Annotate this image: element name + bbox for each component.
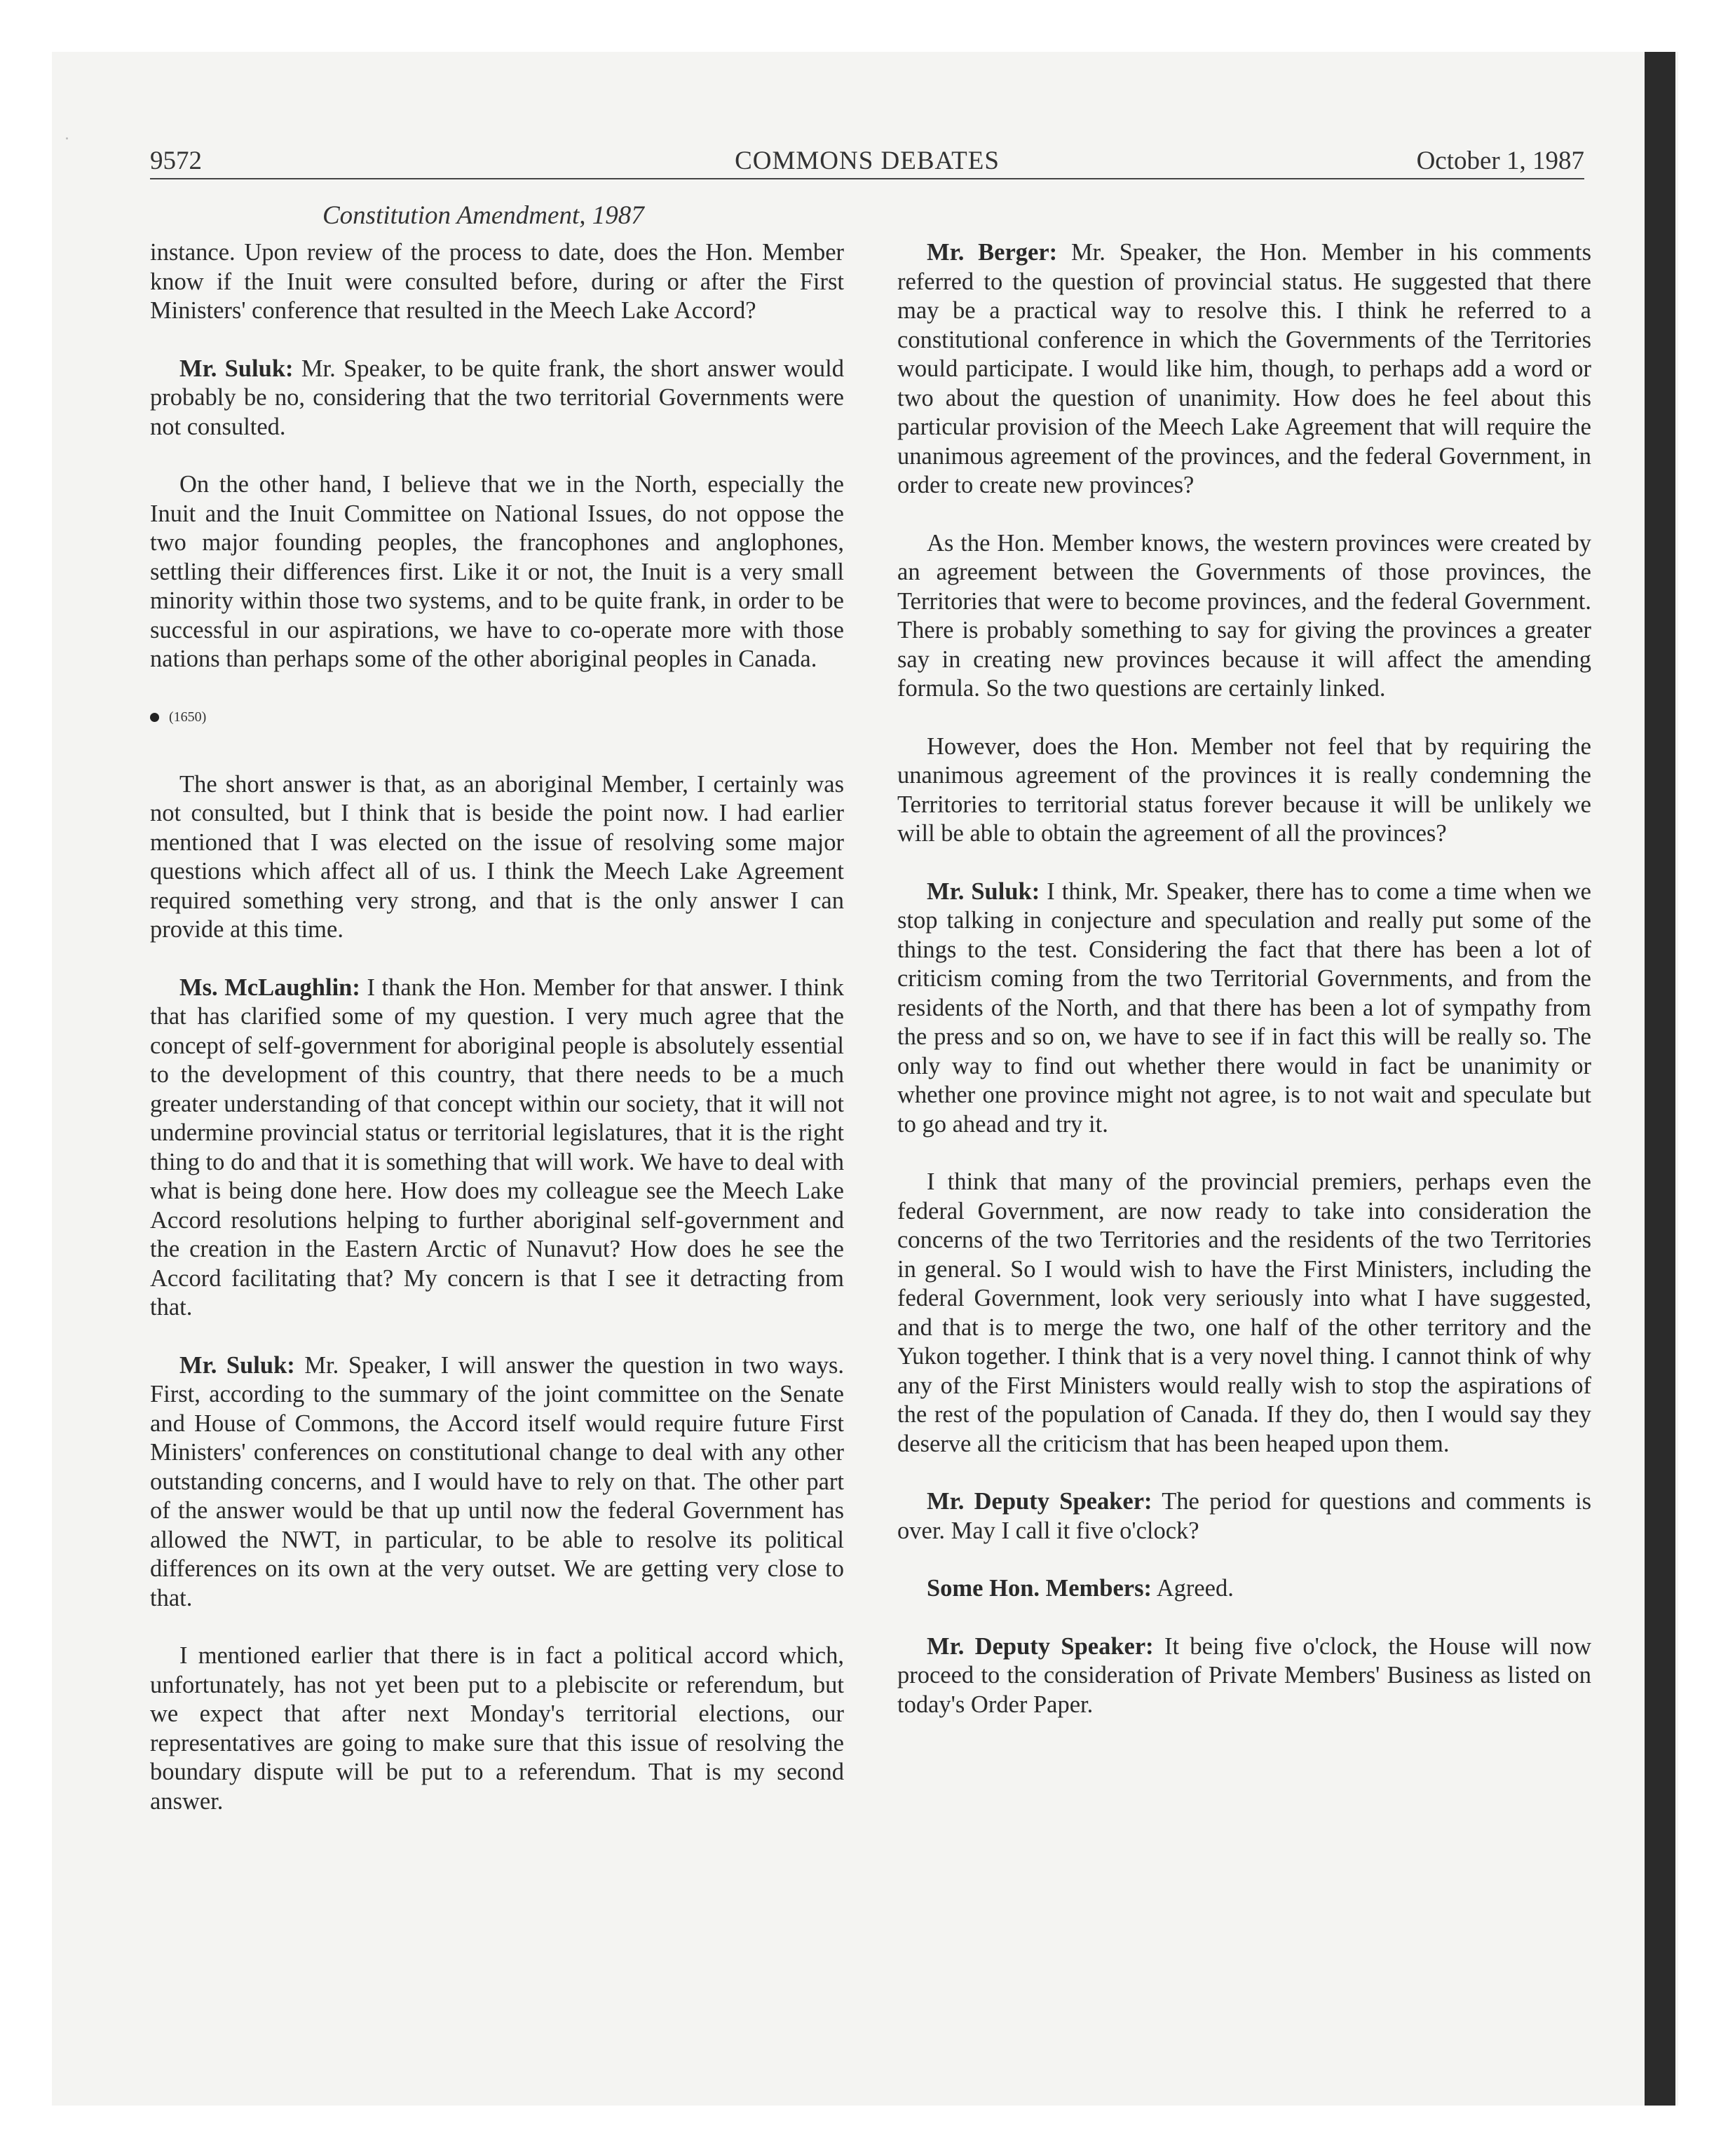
speaker-name: Mr. Deputy Speaker: bbox=[927, 1488, 1152, 1515]
paragraph bbox=[897, 1168, 1591, 1459]
header-rule bbox=[150, 178, 1584, 179]
paragraph bbox=[150, 238, 844, 326]
speaker-name: Mr. Suluk: bbox=[179, 355, 294, 382]
time-marker bbox=[150, 703, 844, 731]
paragraph bbox=[150, 355, 844, 442]
paragraph-text: I think, Mr. Speaker, there has to come a time when we stop talking in conjecture and speculation and really put some of the things to the test. Considering the fact that there has been a lot of criticism coming from the two Territorial Governments, and from the residents of the North, and that there has been a lot of sympathy from the press and so on, we have to see if in fact this will be really so. The only way to find out whether there would in fact be unanimity or whether one province might not agree, is to not wait and speculate but to go ahead and try it. bbox=[897, 878, 1591, 1138]
speaker-name: Mr. Berger: bbox=[927, 239, 1058, 266]
scan-speck bbox=[66, 137, 68, 139]
paragraph bbox=[897, 529, 1591, 704]
paragraph-text: Mr. Speaker, the Hon. Member in his comments referred to the question of provincial status. He suggested that there may be a practical way to resolve this. I think he referred to a constitutional conference in which the Governments of the Territories would participate. I would like him, though, to perhaps add a word or two about the question of unanimity. How does he feel about this particular provision of the Meech Lake Agreement that will require the unanimous agreement of the provinces, and the federal Government, in order to create new provinces? bbox=[897, 239, 1591, 498]
speaker-name: Mr. Suluk: bbox=[927, 878, 1040, 905]
scan-border bbox=[1645, 52, 1675, 2106]
left-column bbox=[150, 238, 844, 1845]
paragraph-text: instance. Upon review of the process to date, does the Hon. Member know if the Inuit were consulted before, during or after the First Ministers' conference that resulted in the Meech Lake Accord? bbox=[150, 239, 844, 324]
paragraph-text: I mentioned earlier that there is in fact a political accord which, unfortunately, has not yet been put to a plebiscite or referendum, but we expect that after next Monday's territorial elections, our representatives are going to make sure that this issue of resolving the boundary dispute will be put to a referendum. That is my second answer. bbox=[150, 1642, 844, 1815]
publication-date: October 1, 1987 bbox=[1416, 146, 1584, 175]
paragraph bbox=[150, 974, 844, 1323]
paragraph bbox=[150, 1351, 844, 1613]
paragraph bbox=[897, 1487, 1591, 1546]
right-column bbox=[897, 238, 1591, 1748]
paragraph-text: Agreed. bbox=[1156, 1575, 1234, 1602]
paragraph-text: However, does the Hon. Member not feel that by requiring the unanimous agreement of the provinces it is really condemning the Territories to territorial status forever because it will be unlikely we will be able to obtain the agreement of all the provinces? bbox=[897, 732, 1591, 847]
page-number: 9572 bbox=[150, 146, 202, 175]
paragraph-text: On the other hand, I believe that we in the North, especially the Inuit and the Inuit Committee on National Issues, do not oppose the two major founding peoples, the francophones and anglophones, settling their differences first. Like it or not, the Inuit is a very small minority within those two systems, and to be quite frank, in order to be successful in our aspirations, we have to co-operate more with those nations than perhaps some of the other aboriginal peoples in Canada. bbox=[150, 471, 844, 672]
speaker-name: Some Hon. Members: bbox=[927, 1575, 1152, 1602]
paragraph-text: I thank the Hon. Member for that answer. I think that has clarified some of my question. I very much agree that the concept of self-government for aboriginal people is absolutely essential to the development of this country, that there needs to be a much greater understanding of that concept within our society, that it will not undermine provincial status or territorial legislatures, that it is the right thing to do and that it is something that will work. We have to deal with what is being done here. How does my colleague see the Meech Lake Accord resolutions helping to further aboriginal self-government and the creation in the Eastern Arctic of Nunavut? How does he see the Accord facilitating that? My concern is that I see it detracting from that. bbox=[150, 974, 845, 1321]
paragraph-text: The period for questions and comments is over. May I call it five o'clock? bbox=[897, 1488, 1591, 1544]
paragraph-text: Mr. Speaker, to be quite frank, the short answer would probably be no, considering that the two territorial Governments were not consulted. bbox=[150, 355, 844, 440]
section-title: Constitution Amendment, 1987 bbox=[322, 201, 644, 230]
paragraph bbox=[150, 770, 844, 945]
paragraph-text: Mr. Speaker, I will answer the question in two ways. First, according to the summary of the joint committee on the Senate and House of Commons, the Accord itself would require future First Ministers' conferences on constitutional change to deal with any other outstanding concerns, and I would have to rely on that. The other part of the answer would be that up until now the federal Government has allowed the NWT, in particular, to be able to resolve its political differences on its own at the very outset. We are getting very close to that. bbox=[150, 1351, 845, 1611]
paragraph bbox=[897, 1574, 1591, 1604]
publication-title: COMMONS DEBATES bbox=[735, 146, 1000, 175]
paragraph bbox=[897, 238, 1591, 500]
paragraph bbox=[897, 732, 1591, 849]
page-header bbox=[150, 144, 1584, 178]
paragraph bbox=[150, 470, 844, 674]
paragraph-text: The short answer is that, as an aboriginal Member, I certainly was not consulted, but I think that is beside the point now. I had earlier mentioned that I was elected on the issue of resolving some major questions which affect all of us. I think the Meech Lake Agreement required something very strong, and that is the only answer I can provide at this time. bbox=[150, 770, 844, 943]
paragraph-text: As the Hon. Member knows, the western provinces were created by an agreement between the Governments of those provinces, the Territories that were to become provinces, and the federal Government. There is probably something to say for giving the provinces a greater say in creating new provinces because it will affect the amending formula. So the two questions are certainly linked. bbox=[897, 529, 1591, 702]
speaker-name: Mr. Deputy Speaker: bbox=[927, 1632, 1154, 1660]
paragraph bbox=[897, 1632, 1591, 1720]
paragraph bbox=[897, 878, 1591, 1140]
speaker-name: Mr. Suluk: bbox=[179, 1351, 295, 1379]
bullet-icon bbox=[150, 713, 159, 722]
speaker-name: Ms. McLaughlin: bbox=[179, 974, 360, 1001]
time-marker-text: (1650) bbox=[169, 709, 207, 725]
paragraph-text: I think that many of the provincial premiers, perhaps even the federal Government, are now ready to take into consideration the concerns of the two Territories and the residents of the two Territories in general. So I would wish to have the First Ministers, including the federal Government, look very seriously into what I have suggested, and that is to merge the two, one half of the other territory and the Yukon together. I think that is a very novel thing. I cannot think of why any of the First Ministers would really wish to stop the aspirations of the rest of the population of Canada. If they do, then I would say they deserve all the criticism that has been heaped upon them. bbox=[897, 1168, 1591, 1457]
paragraph-text: It being five o'clock, the House will now proceed to the consideration of Private Members' Business as listed on today's Order Paper. bbox=[897, 1632, 1591, 1718]
paragraph bbox=[150, 1642, 844, 1816]
